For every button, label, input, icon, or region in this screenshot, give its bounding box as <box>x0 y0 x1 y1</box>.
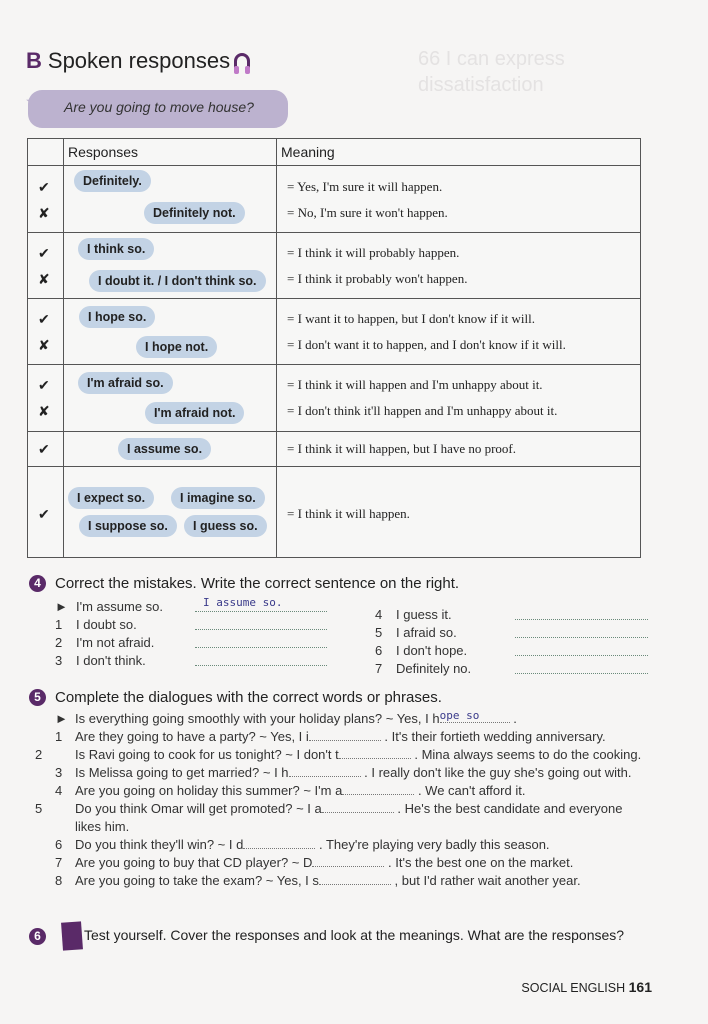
list-item <box>35 800 645 836</box>
dialogue-list <box>35 709 645 890</box>
example-marker: ► <box>55 599 68 614</box>
answer-field[interactable] <box>322 803 394 813</box>
list-item <box>375 607 452 622</box>
item-text: I doubt so. <box>76 617 137 632</box>
item-text: . We can't afford it. <box>417 783 526 798</box>
meaning-text: = I don't want it to happen, and I don't know if it will. <box>287 337 566 352</box>
headphones-icon <box>234 53 250 69</box>
item-number: 6 <box>55 837 63 852</box>
item-number: 7 <box>375 661 383 676</box>
response-bubble: I'm afraid not. <box>145 402 244 424</box>
list-item <box>375 643 467 658</box>
item-text: . He's the best candidate and everyone likes him. <box>75 801 623 834</box>
meaning-text: = No, I'm sure it won't happen. <box>287 205 448 220</box>
response-bubble: I doubt it. / I don't think so. <box>89 270 266 292</box>
check-icon: ✔ <box>38 377 50 393</box>
item-number: 4 <box>55 783 63 798</box>
answer-field[interactable] <box>515 660 648 674</box>
exercise-instruction: Test yourself. Cover the responses and look at the meanings. What are the responses? <box>84 927 625 943</box>
response-bubble: I think so. <box>78 238 154 260</box>
answer-field[interactable] <box>515 606 648 620</box>
handwritten-answer: I assume so. <box>203 596 283 609</box>
response-bubble: I imagine so. <box>171 487 265 509</box>
item-text: Are they going to have a party? ~ Yes, I i <box>75 729 309 744</box>
check-icon: ✔ <box>38 245 50 261</box>
answer-field[interactable] <box>195 652 327 666</box>
item-number: 5 <box>375 625 383 640</box>
item-number: 1 <box>55 729 63 744</box>
item-text: , but I'd rather wait another year. <box>394 873 581 888</box>
answer-field[interactable] <box>195 634 327 648</box>
response-bubble: I expect so. <box>68 487 154 509</box>
response-bubble: I hope not. <box>136 336 217 358</box>
meaning-text: = I think it will happen and I'm unhappy about it. <box>287 377 543 392</box>
item-text: Is everything going smoothly with your holiday plans? ~ Yes, I h <box>75 711 440 726</box>
section-title-text: Spoken responses <box>47 48 231 73</box>
answer-field[interactable] <box>309 731 381 741</box>
section-letter: B <box>26 48 42 73</box>
header-responses: Responses <box>68 144 139 160</box>
meaning-text: = I don't think it'll happen and I'm unhappy about it. <box>287 403 558 418</box>
footer-section: SOCIAL ENGLISH <box>521 981 626 995</box>
exercise-number: 5 <box>29 689 46 706</box>
cover-card-icon <box>61 921 83 950</box>
handwritten-answer: ope so <box>439 709 480 722</box>
list-item <box>55 854 645 872</box>
item-text: I'm assume so. <box>76 599 164 614</box>
check-icon: ✔ <box>38 311 50 327</box>
list-item <box>375 625 457 640</box>
item-number: 2 <box>35 747 43 762</box>
cross-icon: ✘ <box>38 271 50 287</box>
answer-field[interactable] <box>289 767 361 777</box>
answer-field[interactable] <box>439 709 510 723</box>
responses-table <box>27 138 641 558</box>
item-number: 3 <box>55 765 63 780</box>
exercise-instruction: Correct the mistakes. Write the correct sentence on the right. <box>55 575 460 592</box>
item-number: 5 <box>35 801 43 816</box>
answer-field[interactable] <box>195 616 327 630</box>
list-item <box>55 872 645 890</box>
meaning-text: = I think it probably won't happen. <box>287 271 468 286</box>
list-item <box>35 746 645 764</box>
check-icon: ✔ <box>38 441 50 457</box>
item-text: . I really don't like the guy she's going out with. <box>364 765 632 780</box>
cross-icon: ✘ <box>38 205 50 221</box>
check-icon: ✔ <box>38 506 50 522</box>
check-icon: ✔ <box>38 179 50 195</box>
item-text: Are you going on holiday this summer? ~ I'm a <box>75 783 343 798</box>
item-number: 2 <box>55 635 63 650</box>
item-text: Are you going to take the exam? ~ Yes, I s <box>75 873 319 888</box>
meaning-text: = Yes, I'm sure it will happen. <box>287 179 443 194</box>
example-item <box>55 599 163 614</box>
item-text: I'm not afraid. <box>76 635 155 650</box>
cross-icon: ✘ <box>38 337 50 353</box>
question-bubble: Are you going to move house? <box>28 90 288 128</box>
answer-field[interactable] <box>515 642 648 656</box>
item-text: Do you think they'll win? ~ I d <box>75 837 244 852</box>
item-number: 8 <box>55 873 63 888</box>
meaning-text: = I think it will happen, but I have no proof. <box>287 441 517 456</box>
example-item <box>55 710 645 728</box>
list-item <box>375 661 471 676</box>
response-bubble: Definitely. <box>74 170 151 192</box>
item-text: . Mina always seems to do the cooking. <box>414 747 642 762</box>
item-text: Definitely no. <box>396 661 472 676</box>
list-item <box>55 635 154 650</box>
answer-field[interactable] <box>319 875 391 885</box>
answer-field[interactable] <box>312 857 384 867</box>
item-text: . It's the best one on the market. <box>388 855 574 870</box>
answer-field[interactable] <box>342 785 414 795</box>
item-number: 6 <box>375 643 383 658</box>
list-item <box>55 764 645 782</box>
exercise-number: 4 <box>29 575 46 592</box>
item-number: 3 <box>55 653 63 668</box>
cross-icon: ✘ <box>38 403 50 419</box>
show-through-text: 66 I can express dissatisfaction <box>418 48 565 96</box>
page-number: 161 <box>628 979 652 995</box>
item-text: I guess it. <box>396 607 452 622</box>
list-item <box>55 782 645 800</box>
item-number: 1 <box>55 617 63 632</box>
meaning-text: = I think it will happen. <box>287 506 410 521</box>
item-text: . They're playing very badly this season. <box>318 837 550 852</box>
item-text: . <box>513 711 517 726</box>
exercise-instruction: Complete the dialogues with the correct words or phrases. <box>55 689 442 706</box>
list-item <box>55 617 137 632</box>
example-marker: ► <box>55 711 68 726</box>
list-item <box>55 728 645 746</box>
list-item <box>55 836 645 854</box>
item-text: Is Melissa going to get married? ~ I h <box>75 765 289 780</box>
item-text: Are you going to buy that CD player? ~ D <box>75 855 313 870</box>
item-number: 7 <box>55 855 63 870</box>
answer-field[interactable] <box>243 839 315 849</box>
response-bubble: Definitely not. <box>144 202 245 224</box>
response-bubble: I guess so. <box>184 515 267 537</box>
response-bubble: I'm afraid so. <box>78 372 173 394</box>
response-bubble: I suppose so. <box>79 515 177 537</box>
response-bubble: I hope so. <box>79 306 155 328</box>
response-bubble: I assume so. <box>118 438 211 460</box>
answer-field[interactable] <box>515 624 648 638</box>
item-text: I afraid so. <box>396 625 457 640</box>
item-text: I don't think. <box>76 653 146 668</box>
exercise-number: 6 <box>29 928 46 945</box>
list-item <box>55 653 146 668</box>
item-text: Do you think Omar will get promoted? ~ I a <box>75 801 322 816</box>
item-text: Is Ravi going to cook for us tonight? ~ I don't t <box>75 747 339 762</box>
page-footer <box>521 979 652 995</box>
item-text: . It's their fortieth wedding anniversary. <box>384 729 606 744</box>
item-number: 4 <box>375 607 383 622</box>
section-title <box>26 48 250 74</box>
meaning-text: = I think it will probably happen. <box>287 245 460 260</box>
item-text: I don't hope. <box>396 643 468 658</box>
meaning-text: = I want it to happen, but I don't know if it will. <box>287 311 535 326</box>
header-meaning: Meaning <box>281 144 335 160</box>
answer-field[interactable] <box>339 749 411 759</box>
